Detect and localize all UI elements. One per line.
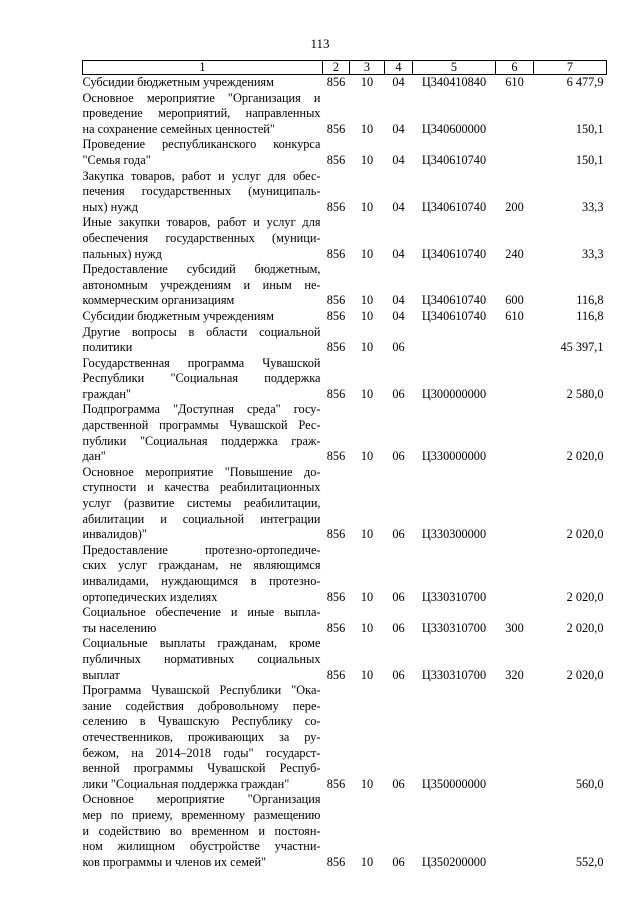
section-code: 10 bbox=[360, 199, 374, 214]
expense-type-code: 610 bbox=[505, 308, 524, 323]
table-row bbox=[83, 465, 607, 543]
table-row bbox=[83, 636, 607, 683]
row-name bbox=[83, 543, 323, 605]
ministry-code: 856 bbox=[326, 386, 346, 401]
row-name-line: Программа Чувашской Республики "Ока- bbox=[82, 683, 321, 698]
row-name bbox=[83, 75, 323, 91]
row-name-line: автономным учреждениям и иным не- bbox=[82, 277, 321, 292]
row-name bbox=[83, 325, 323, 356]
ministry-code: 856 bbox=[326, 152, 346, 167]
section-code: 10 bbox=[360, 620, 374, 635]
section-code: 10 bbox=[360, 246, 374, 261]
target-article-code: Ц330300000 bbox=[421, 527, 487, 542]
row-name bbox=[83, 636, 323, 683]
table-row bbox=[83, 91, 607, 138]
row-name-line: Подпрограмма "Доступная среда" госу- bbox=[82, 402, 321, 417]
target-article-code: Ц350000000 bbox=[421, 776, 487, 791]
row-name-line: селению в Чувашскую Республику со- bbox=[82, 714, 321, 729]
expense-type-code bbox=[496, 543, 534, 605]
target-article-code: Ц330310700 bbox=[421, 667, 487, 682]
row-name-line: на сохранение семейных ценностей" bbox=[82, 121, 275, 136]
amount: 33,3 bbox=[581, 246, 604, 261]
amount: 116,8 bbox=[576, 293, 604, 308]
ministry-code: 856 bbox=[326, 776, 346, 791]
target-article-code: Ц330310700 bbox=[421, 620, 487, 635]
subsection-code: 06 bbox=[392, 527, 405, 542]
row-name-line: ты населению bbox=[82, 620, 157, 635]
table-row bbox=[83, 309, 607, 325]
section-code: 10 bbox=[360, 152, 374, 167]
page-number: 113 bbox=[310, 36, 330, 51]
expense-type-code bbox=[496, 683, 534, 792]
row-name-line: Субсидии бюджетным учреждениям bbox=[82, 308, 274, 323]
row-name bbox=[83, 169, 323, 216]
row-name bbox=[83, 262, 323, 309]
amount: 6 477,9 bbox=[566, 75, 604, 89]
subsection-code: 06 bbox=[392, 340, 405, 355]
row-name-line: печения государственных (муниципаль- bbox=[82, 184, 321, 199]
row-name-line: Другие вопросы в области социальной bbox=[82, 324, 321, 339]
section-code: 10 bbox=[360, 449, 374, 464]
amount: 2 020,0 bbox=[566, 667, 604, 682]
ministry-code: 856 bbox=[326, 199, 346, 214]
ministry-code: 856 bbox=[326, 293, 346, 308]
target-article-code: Ц350200000 bbox=[421, 854, 487, 869]
table-row bbox=[83, 605, 607, 636]
target-article-code: Ц330000000 bbox=[421, 449, 487, 464]
row-name-line: Предоставление субсидий бюджетным, bbox=[82, 262, 321, 277]
section-code: 10 bbox=[360, 293, 374, 308]
row-name-line: отечественников, проживающих за ру- bbox=[82, 729, 321, 744]
row-name-line: Предоставление протезно-ортопедиче- bbox=[82, 542, 321, 557]
column-header-6: 6 bbox=[496, 61, 534, 75]
expense-type-code bbox=[496, 91, 534, 138]
row-name bbox=[83, 683, 323, 792]
row-name-line: Основное мероприятие "Повышение до- bbox=[82, 464, 321, 479]
ministry-code: 856 bbox=[326, 620, 346, 635]
amount: 552,0 bbox=[575, 854, 604, 869]
row-name-line: "Семья года" bbox=[82, 152, 151, 167]
subsection-code: 06 bbox=[392, 776, 405, 791]
ministry-code: 856 bbox=[326, 308, 346, 323]
ministry-code: 856 bbox=[326, 340, 346, 355]
row-name-line: Республики "Социальная поддержка bbox=[82, 371, 321, 386]
row-name-line: инвалидов)" bbox=[82, 527, 147, 542]
subsection-code: 04 bbox=[392, 199, 405, 214]
amount: 116,8 bbox=[576, 308, 604, 323]
row-name bbox=[83, 91, 323, 138]
row-name-line: дарственной программы Чувашской Рес- bbox=[82, 418, 321, 433]
ministry-code: 856 bbox=[326, 667, 346, 682]
column-header-3: 3 bbox=[350, 61, 385, 75]
row-name-line: Иные закупки товаров, работ и услуг для bbox=[82, 215, 321, 230]
column-header-2: 2 bbox=[323, 61, 350, 75]
row-name-line: публики "Социальная поддержка граж- bbox=[82, 433, 321, 448]
row-name-line: проведение мероприятий, направленных bbox=[82, 106, 321, 121]
table-row bbox=[83, 169, 607, 216]
row-name-line: граждан" bbox=[82, 386, 131, 401]
row-name-line: ступности и качества реабилитационных bbox=[82, 480, 321, 495]
row-name bbox=[83, 137, 323, 168]
expense-type-code bbox=[496, 137, 534, 168]
row-name-line: ортопедических изделиях bbox=[82, 589, 218, 604]
table-row bbox=[83, 792, 607, 870]
row-name bbox=[83, 356, 323, 403]
expense-type-code: 610 bbox=[505, 75, 524, 89]
target-article-code: Ц300000000 bbox=[421, 386, 487, 401]
row-name-line: Субсидии бюджетным учреждениям bbox=[82, 75, 274, 89]
table-row bbox=[83, 356, 607, 403]
row-name-line: политики bbox=[82, 340, 133, 355]
subsection-code: 06 bbox=[392, 667, 405, 682]
expense-type-code: 320 bbox=[505, 667, 524, 682]
row-name-line: ков программы и членов их семей" bbox=[82, 854, 267, 869]
column-number-header bbox=[83, 61, 607, 75]
section-code: 10 bbox=[360, 527, 374, 542]
amount: 45 397,1 bbox=[560, 340, 604, 355]
column-header-7: 7 bbox=[534, 61, 607, 75]
column-header-1: 1 bbox=[83, 61, 323, 75]
subsection-code: 04 bbox=[392, 121, 405, 136]
amount: 150,1 bbox=[575, 121, 604, 136]
row-name-line: ных) нужд bbox=[82, 199, 138, 214]
section-code: 10 bbox=[360, 308, 374, 323]
expense-type-code bbox=[496, 356, 534, 403]
expense-type-code: 240 bbox=[505, 246, 524, 261]
row-name-line: абилитации и социальной интеграции bbox=[82, 511, 321, 526]
ministry-code: 856 bbox=[326, 75, 346, 89]
table-row bbox=[83, 137, 607, 168]
row-name bbox=[83, 215, 323, 262]
row-name-line: ном жилищном обустройстве участни- bbox=[82, 839, 321, 854]
subsection-code: 06 bbox=[392, 620, 405, 635]
target-article-code: Ц340610740 bbox=[421, 293, 487, 308]
amount: 2 020,0 bbox=[566, 589, 604, 604]
row-name-line: коммерческим организациям bbox=[82, 293, 235, 308]
row-name-line: Государственная программа Чувашской bbox=[82, 355, 321, 370]
ministry-code: 856 bbox=[326, 589, 346, 604]
row-name-line: зание содействия добровольному пере- bbox=[82, 698, 321, 713]
target-article-code: Ц340610740 bbox=[421, 152, 487, 167]
row-name-line: венной программы Чувашской Респуб- bbox=[82, 761, 321, 776]
amount: 2 580,0 bbox=[566, 386, 604, 401]
target-article-code bbox=[413, 325, 496, 356]
row-name-line: и содействию во временном и постоян- bbox=[82, 823, 321, 838]
row-name-line: Социальные выплаты гражданам, кроме bbox=[82, 636, 321, 651]
subsection-code: 04 bbox=[392, 246, 405, 261]
target-article-code: Ц340600000 bbox=[421, 121, 487, 136]
target-article-code: Ц340410840 bbox=[421, 75, 487, 89]
amount: 2 020,0 bbox=[566, 527, 604, 542]
section-code: 10 bbox=[360, 667, 374, 682]
row-name bbox=[83, 465, 323, 543]
table-row bbox=[83, 402, 607, 464]
row-name-line: лики "Социальная поддержка граждан" bbox=[82, 776, 290, 791]
expense-type-code: 300 bbox=[505, 620, 524, 635]
subsection-code: 06 bbox=[392, 386, 405, 401]
row-name-line: инвалидами, нуждающимся в протезно- bbox=[82, 574, 321, 588]
table-row bbox=[83, 262, 607, 309]
row-name bbox=[83, 792, 323, 870]
row-name-line: обеспечения государственных (муници- bbox=[82, 230, 321, 245]
expense-type-code: 200 bbox=[505, 199, 524, 214]
expense-type-code: 600 bbox=[505, 293, 524, 308]
ministry-code: 856 bbox=[326, 246, 346, 261]
table-row bbox=[83, 683, 607, 792]
table-row bbox=[83, 215, 607, 262]
section-code: 10 bbox=[360, 75, 374, 89]
target-article-code: Ц330310700 bbox=[421, 589, 487, 604]
row-name-line: Социальное обеспечение и иные выпла- bbox=[82, 605, 321, 620]
row-name-line: выплат bbox=[82, 667, 120, 682]
row-name-line: публичных нормативных социальных bbox=[82, 651, 321, 666]
table-row bbox=[83, 75, 607, 91]
row-name-line: услуг (развитие системы реабилитации, bbox=[82, 496, 321, 511]
ministry-code: 856 bbox=[326, 449, 346, 464]
subsection-code: 06 bbox=[392, 449, 405, 464]
amount: 2 020,0 bbox=[566, 449, 604, 464]
row-name-line: бежом, на 2014–2018 годы" государст- bbox=[82, 745, 321, 760]
column-header-5: 5 bbox=[413, 61, 496, 75]
section-code: 10 bbox=[360, 854, 374, 869]
amount: 2 020,0 bbox=[566, 620, 604, 635]
budget-table bbox=[82, 60, 607, 870]
column-header-4: 4 bbox=[385, 61, 413, 75]
subsection-code: 04 bbox=[392, 308, 405, 323]
subsection-code: 06 bbox=[392, 589, 405, 604]
table-row bbox=[83, 325, 607, 356]
target-article-code: Ц340610740 bbox=[421, 199, 487, 214]
amount: 33,3 bbox=[581, 199, 604, 214]
row-name-line: Проведение республиканского конкурса bbox=[82, 137, 321, 152]
ministry-code: 856 bbox=[326, 854, 346, 869]
ministry-code: 856 bbox=[326, 527, 346, 542]
row-name bbox=[83, 402, 323, 464]
subsection-code: 06 bbox=[392, 854, 405, 869]
row-name bbox=[83, 605, 323, 636]
subsection-code: 04 bbox=[392, 75, 405, 89]
target-article-code: Ц340610740 bbox=[421, 308, 487, 323]
row-name bbox=[83, 309, 323, 325]
row-name-line: Закупка товаров, работ и услуг для обес- bbox=[82, 168, 321, 183]
row-name-line: Основное мероприятие "Организация и bbox=[82, 90, 321, 105]
row-name-line: мер по приему, временному размещению bbox=[82, 807, 321, 822]
row-name-line: Основное мероприятие "Организация bbox=[82, 792, 321, 807]
section-code: 10 bbox=[360, 121, 374, 136]
amount: 150,1 bbox=[575, 152, 604, 167]
expense-type-code bbox=[496, 325, 534, 356]
section-code: 10 bbox=[360, 589, 374, 604]
row-name-line: пальных) нужд bbox=[82, 246, 162, 261]
expense-type-code bbox=[496, 792, 534, 870]
row-name-line: ских услуг гражданам, не являющимся bbox=[82, 558, 321, 573]
table-row bbox=[83, 543, 607, 605]
ministry-code: 856 bbox=[326, 121, 346, 136]
section-code: 10 bbox=[360, 776, 374, 791]
subsection-code: 04 bbox=[392, 152, 405, 167]
subsection-code: 04 bbox=[392, 293, 405, 308]
target-article-code: Ц340610740 bbox=[421, 246, 487, 261]
expense-type-code bbox=[496, 402, 534, 464]
section-code: 10 bbox=[360, 386, 374, 401]
row-name-line: дан" bbox=[82, 449, 106, 464]
expense-type-code bbox=[496, 465, 534, 543]
amount: 560,0 bbox=[575, 776, 604, 791]
section-code: 10 bbox=[360, 340, 374, 355]
